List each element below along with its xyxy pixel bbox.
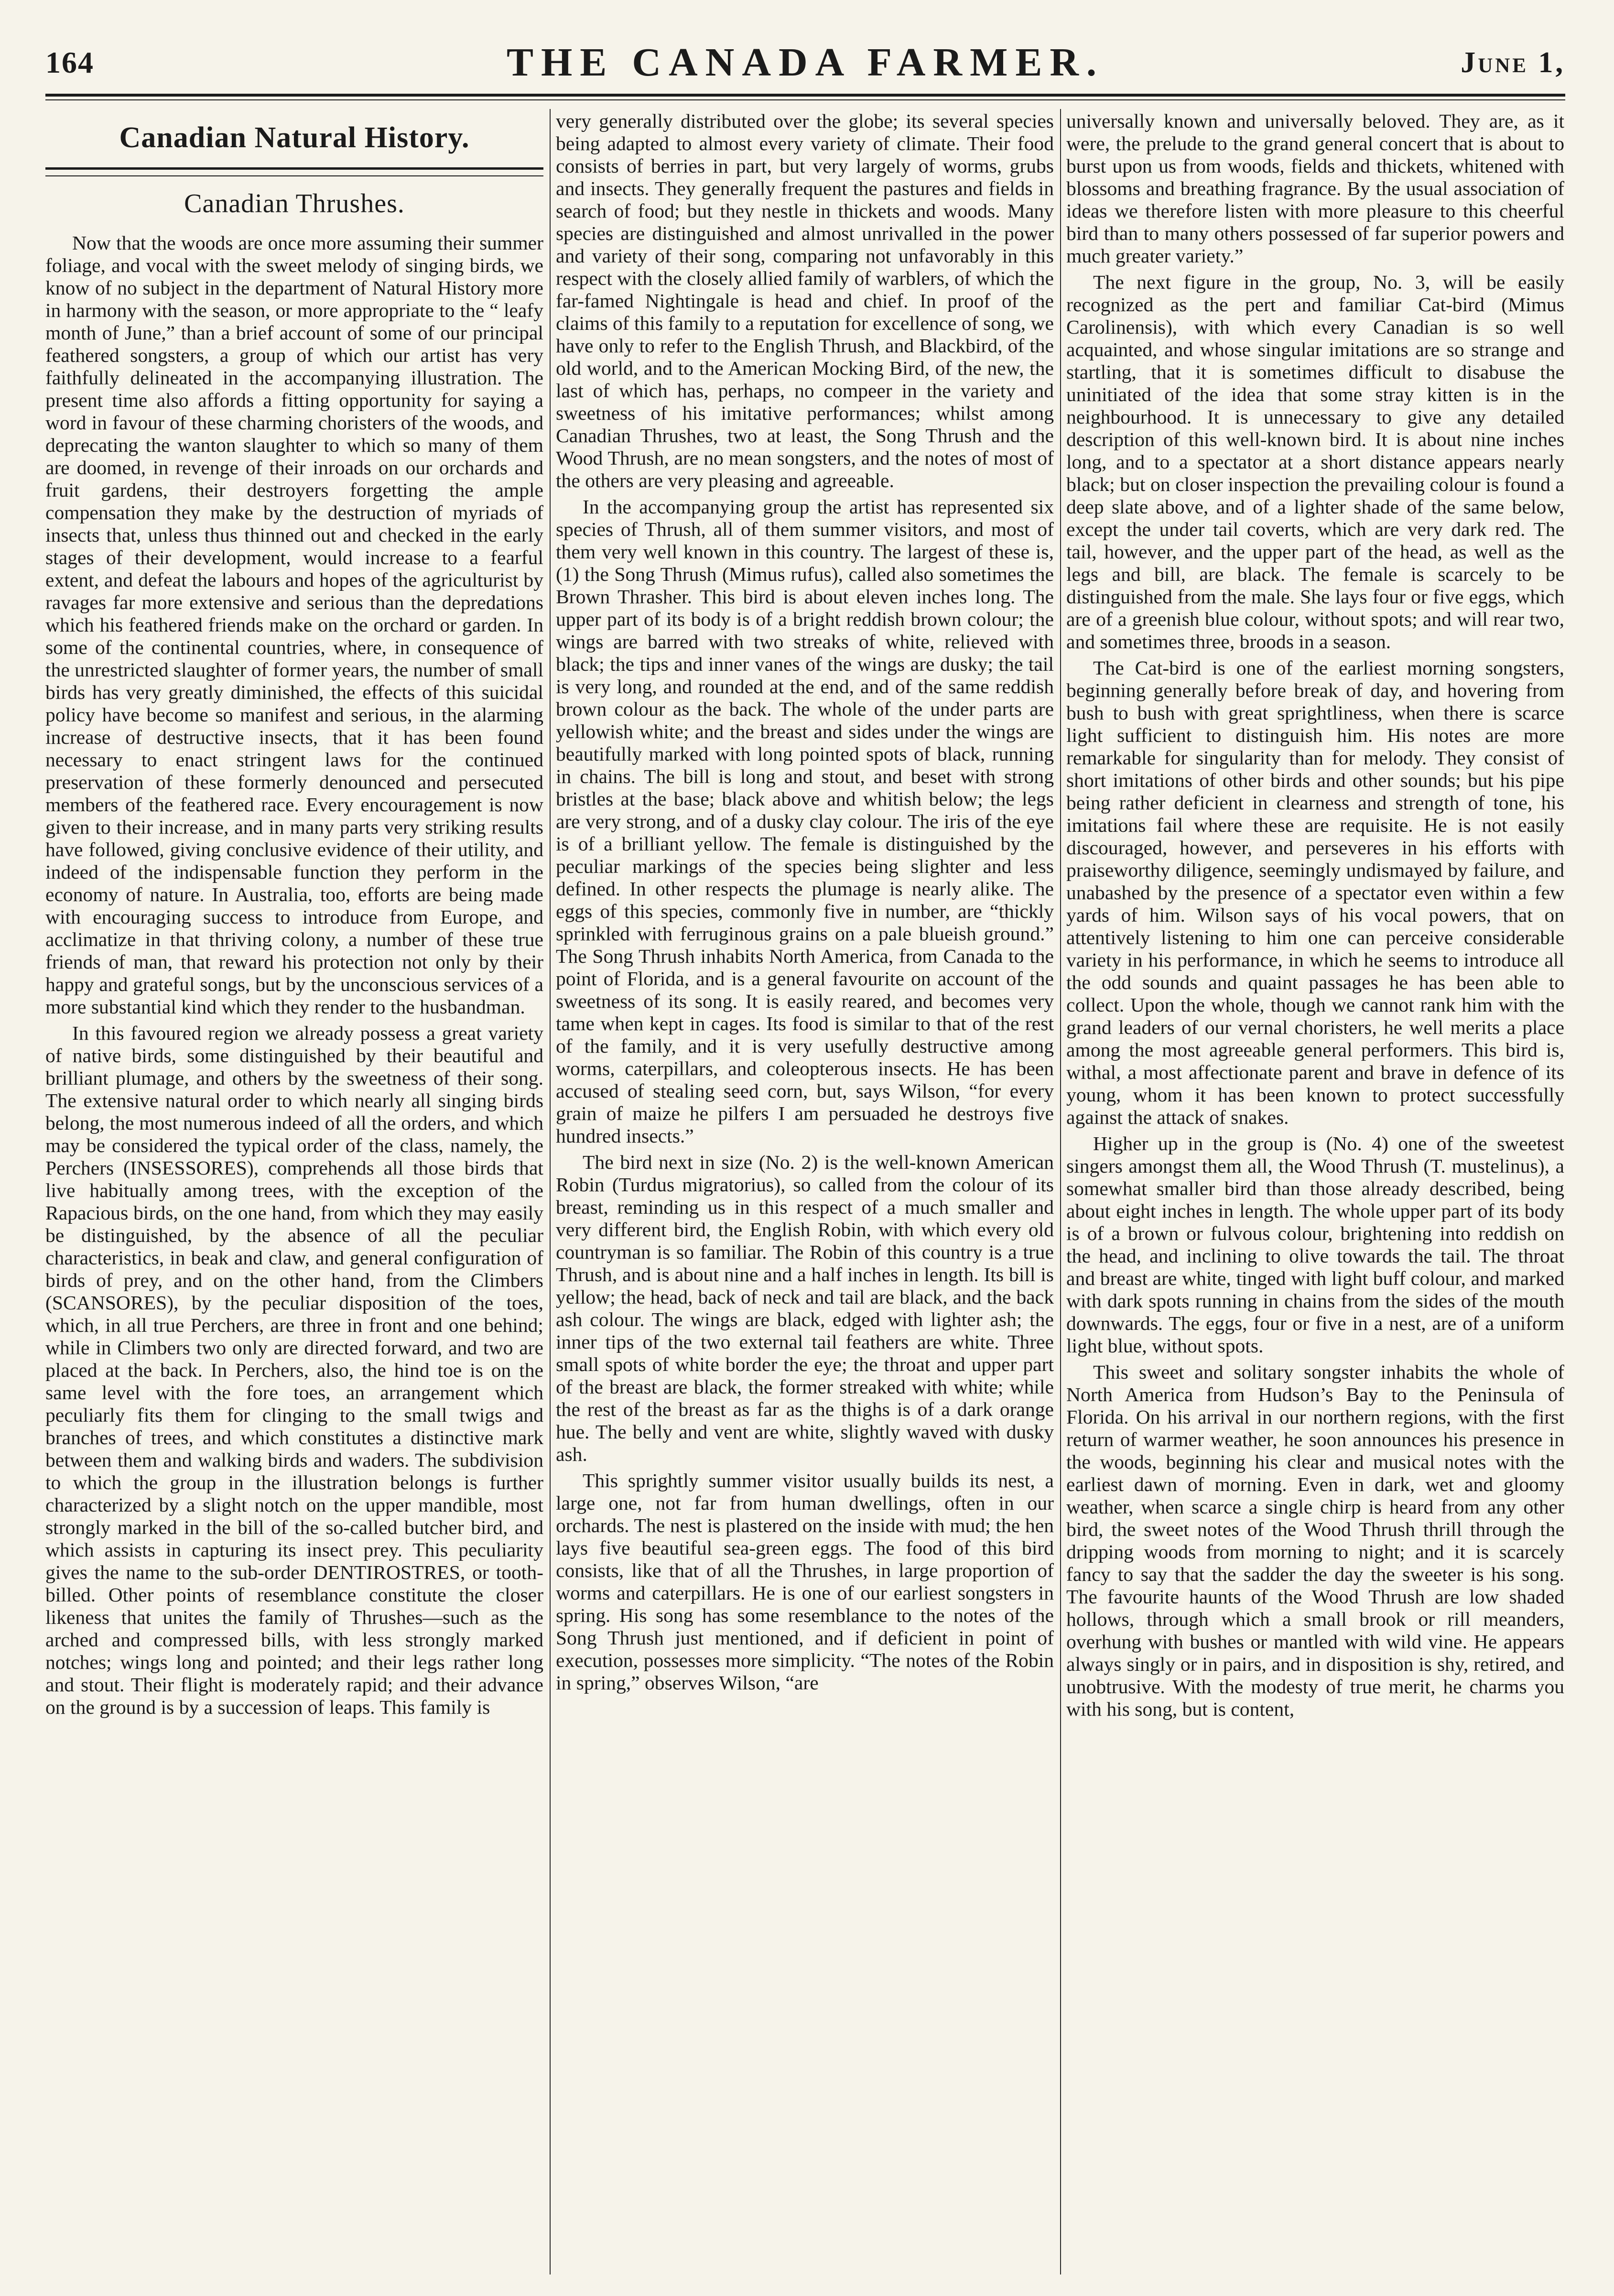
paragraph-continued: universally known and universally beloved. They are, as it were, the prelude to the grand general concert that is about to burst upon us from woods, fields and thickets, whitened with blossoms and breathing fragrance. By the usual association of ideas we therefore listen with more pleasure to this cheerful bird than to many others possessed of far superior powers and much greater variety.” [1066,110,1564,267]
paragraph: This sprightly summer visitor usually builds its nest, a large one, not far from human dwellings, often in our orchards. The nest is plastered on the inside with mud; the hen lays five beautiful sea-green eggs. The food of this bird consists, like that of all the Thrushes, in large proportion of worms and caterpillars. He is one of our earliest songsters in spring. His song has some resemblance to the notes of the Song Thrush just mentioned, and if deficient in point of execution, possesses more simplicity. “The notes of the Robin in spring,” observes Wilson, “are [556,1469,1054,1694]
running-header [45,39,1565,92]
column-3 [1066,110,1564,2271]
paragraph: In the accompanying group the artist has represented six species of Thrush, all of them summer visitors, and most of them very well known in this country. The largest of these is, (1) the Song Thrush (Mimus rufus), called also sometimes the Brown Thrasher. This bird is about eleven inches long. The upper part of its body is of a bright reddish brown colour; the wings are barred with two streaks of white, relieved with black; the tips and inner vanes of the wings are dusky; the tail is very long, and rounded at the end, and of the same reddish brown colour as the back. The whole of the under parts are yellowish white; and the breast and sides under the wings are beautifully marked with long pointed spots of black, running in chains. The bill is long and stout, and beset with strong bristles at the base; black above and whitish below; the legs are very strong, and of a dusky clay colour. The iris of the eye is of a brilliant yellow. The female is distinguished by the peculiar markings of the species being slighter and less defined. In other respects the plumage is nearly alike. The eggs of this species, commonly five in number, are “thickly sprinkled with ferruginous grains on a pale blueish ground.” The Song Thrush inhabits North America, from Canada to the point of Florida, and is a general favourite on account of the sweetness of its song. It is easily reared, and becomes very tame when kept in cages. Its food is similar to that of the rest of the family, and it is very usefully destructive among worms, caterpillars, and coleopterous insects. He has been accused of stealing seed corn, but, says Wilson, “for every grain of maize he pilfers I am persuaded he destroys five hundred insects.” [556,496,1054,1147]
section-title-rule [45,167,543,176]
paragraph: Now that the woods are once more assuming their summer foliage, and vocal with the sweet melody of singing birds, we know of no subject in the department of Natural History more in harmony with the season, or more appropriate to the “ leafy month of June,” than a brief account of some of our principal feathered songsters, a group of which our artist has very faithfully delineated in the accompanying illustration. The present time also affords a fitting opportunity for saying a word in favour of these charming choristers of the woods, and deprecating the wanton slaughter to which so many of them are doomed, in revenge of their inroads on our orchards and fruit gardens, their destroyers forgetting the ample compensation they make by the destruction of myriads of insects that, unless thus thinned out and checked in the early stages of their development, would increase to a fearful extent, and defeat the labours and hopes of the agriculturist by ravages far more extensive and serious than the depredations which his feathered friends make on the orchard or garden. In some of the continental countries, where, in consequence of the unrestricted slaughter of former years, the number of small birds has very greatly diminished, the effects of this suicidal policy have become so manifest and serious, in the alarming increase of destructive insects, that it has been found necessary to enact stringent laws for the continued preservation of these formerly denounced and persecuted members of the feathered race. Every encouragement is now given to their increase, and in many parts very striking results have followed, giving conclusive evidence of their utility, and indeed of the indispensable function they perform in the economy of nature. In Australia, too, efforts are being made with encouraging success to introduce from Europe, and acclimatize in that thriving colony, a number of these true friends of man, that reward his protection not only by their happy and grateful songs, but by the unconscious services of a more substantial kind which they render to the husbandman. [45,232,543,1018]
header-rule-thick [45,94,1565,97]
article-title: Canadian Thrushes. [184,189,405,218]
column-divider [550,109,551,2274]
column-2 [556,110,1054,2271]
column-1 [45,110,543,2271]
paragraph: Higher up in the group is (No. 4) one of the sweetest singers amongst them all, the Wood Thrush (T. mustelinus), a somewhat smaller bird than those already described, being about eight inches in length. The whole upper part of its body is of a brown or fulvous colour, brightening into reddish on the head, and inclining to olive towards the tail. The throat and breast are white, tinged with light buff colour, and marked with dark spots running in chains from the sides of the mouth downwards. The eggs, four or five in a nest, are of a uniform light blue, without spots. [1066,1132,1564,1357]
paragraph: The Cat-bird is one of the earliest morning songsters, beginning generally before break of day, and hovering from bush to bush with great sprightliness, when there is scarce light sufficient to distinguish him. His notes are more remarkable for singularity than for melody. They consist of short imitations of other birds and other sounds; but his pipe being rather deficient in clearness and strength of tone, his imitations fail where these are requisite. He is not easily discouraged, however, and perseveres in his efforts with praiseworthy diligence, seemingly undismayed by failure, and unabashed by the presence of a spectator even within a few yards of him. Wilson says of his vocal powers, that on attentively listening to him one can perceive considerable variety in his performance, in which he seems to introduce all the odd sounds and quaint passages he has been able to collect. Upon the whole, though we cannot rank him with the grand leaders of our vernal choristers, he well merits a place among the most agreeable general performers. This bird is, withal, a most affectionate parent and brave in defence of its young, whom it has been known to protect successfully against the attack of snakes. [1066,657,1564,1128]
paragraph: This sweet and solitary songster inhabits the whole of North America from Hudson’s Bay to the Peninsula of Florida. On his arrival in our northern regions, with the first return of warmer weather, he soon announces his presence in the woods, beginning his clear and musical notes with the earliest dawn of morning. Even in dark, wet and gloomy weather, when scarce a single chirp is heard from any other bird, the sweet notes of the Wood Thrush thrill through the dripping woods from morning to night; and it is scarcely fancy to say that the sadder the day the sweeter is his song. The favourite haunts of the Wood Thrush are low shaded hollows, through which a small brook or rill meanders, overhung with bushes or mantled with wild vine. He appears always singly or in pairs, and in disposition is shy, retired, and unobtrusive. With the modesty of true merit, he charms you with his song, but is content, [1066,1361,1564,1720]
paragraph: In this favoured region we already possess a great variety of native birds, some distinguished by their beautiful and brilliant plumage, and others by the sweetness of their song. The extensive natural order to which nearly all singing birds belong, the most numerous indeed of all the orders, and which may be considered the typical order of the class, namely, the Perchers (INSESSORES), comprehends all those birds that live habitually among trees, with the exception of the Rapacious birds, on the one hand, from which they may easily be distinguished, by the absence of all the peculiar characteristics, in beak and claw, and general configuration of birds of prey, and on the other hand, from the Climbers (SCANSORES), by the peculiar disposition of the toes, which, in all true Perchers, are three in front and one behind; while in Climbers two only are directed forward, and two are placed at the back. In Perchers, also, the hind toe is on the same level with the fore toes, an arrangement which peculiarly fits them for clinging to the small twigs and branches of trees, and which constitutes a distinctive mark between them and walking birds and waders. The subdivision to which the group in the illustration belongs is further characterized by a slight notch on the upper mandible, most strongly marked in the bill of the so-called butcher bird, and which assists in capturing its insect prey. This peculiarity gives the name to the sub-order DENTIROSTRES, or tooth-billed. Other points of resemblance constitute the closer likeness that unites the family of Thrushes—such as the arched and compressed bills, with less strongly marked notches; wings long and pointed; and their legs rather long and stout. Their flight is moderately rapid; and their advance on the ground is by a succession of leaps. This family is [45,1022,543,1718]
paragraph-continued: very generally distributed over the globe; its several species being adapted to almost every variety of climate. Their food consists of berries in part, but very largely of worms, grubs and insects. They generally frequent the pastures and fields in search of food; but they nestle in thickets and woods. Many species are distinguished and almost unrivalled in the power and variety of their song, comparing not unfavorably in this respect with the closely allied family of warblers, of which the far-famed Nightingale is head and chief. In proof of the claims of this family to a reputation for excellence of song, we have only to refer to the English Thrush, and Blackbird, of the old world, and to the American Mocking Bird, of the new, the last of which has, perhaps, no compeer in the variety and sweetness of his imitative performances; whilst among Canadian Thrushes, two at least, the Song Thrush and the Wood Thrush, are no mean songsters, and the notes of most of the others are very pleasing and agreeable. [556,110,1054,491]
paragraph: The bird next in size (No. 2) is the well-known American Robin (Turdus migratorius), so called from the colour of its breast, reminding us in this respect of a much smaller and very different bird, the English Robin, with which every old countryman is so familiar. The Robin of this country is a true Thrush, and is about nine and a half inches in length. Its bill is yellow; the head, back of neck and tail are black, and the back ash colour. The wings are black, edged with lighter ash; the inner tips of the two external tail feathers are white. Three small spots of white border the eye; the throat and upper part of the breast are black, the former streaked with white; while the rest of the breast as far as the thighs is of a dark orange hue. The belly and vent are white, slightly waved with dusky ash. [556,1151,1054,1465]
section-title: Canadian Natural History. [119,121,470,154]
page-number: 164 [45,45,94,79]
masthead-title: THE CANADA FARMER. [506,40,1105,85]
column-divider [1060,109,1061,2274]
issue-date: June 1, [1461,46,1565,79]
header-rule-thin [45,99,1565,100]
paragraph: The next figure in the group, No. 3, will be easily recognized as the pert and familiar Cat-bird (Mimus Carolinensis), with which every Canadian is so well acquainted, and whose singular imitations are so strange and startling, that it is sometimes difficult to disabuse the uninitiated of the idea that some stray kitten is in the neighbourhood. It is unnecessary to give any detailed description of this well-known bird. It is about nine inches long, and to a spectator at a short distance appears nearly black; but on closer inspection the prevailing colour is found a deep slate above, and of a lighter shade of the same below, except the under tail coverts, which are very dark red. The tail, however, and the upper part of the head, as well as the legs and bill, are black. The female is scarcely to be distinguished from the male. She lays four or five eggs, which are of a greenish blue colour, without spots; and will rear two, and sometimes three, broods in a season. [1066,271,1564,653]
